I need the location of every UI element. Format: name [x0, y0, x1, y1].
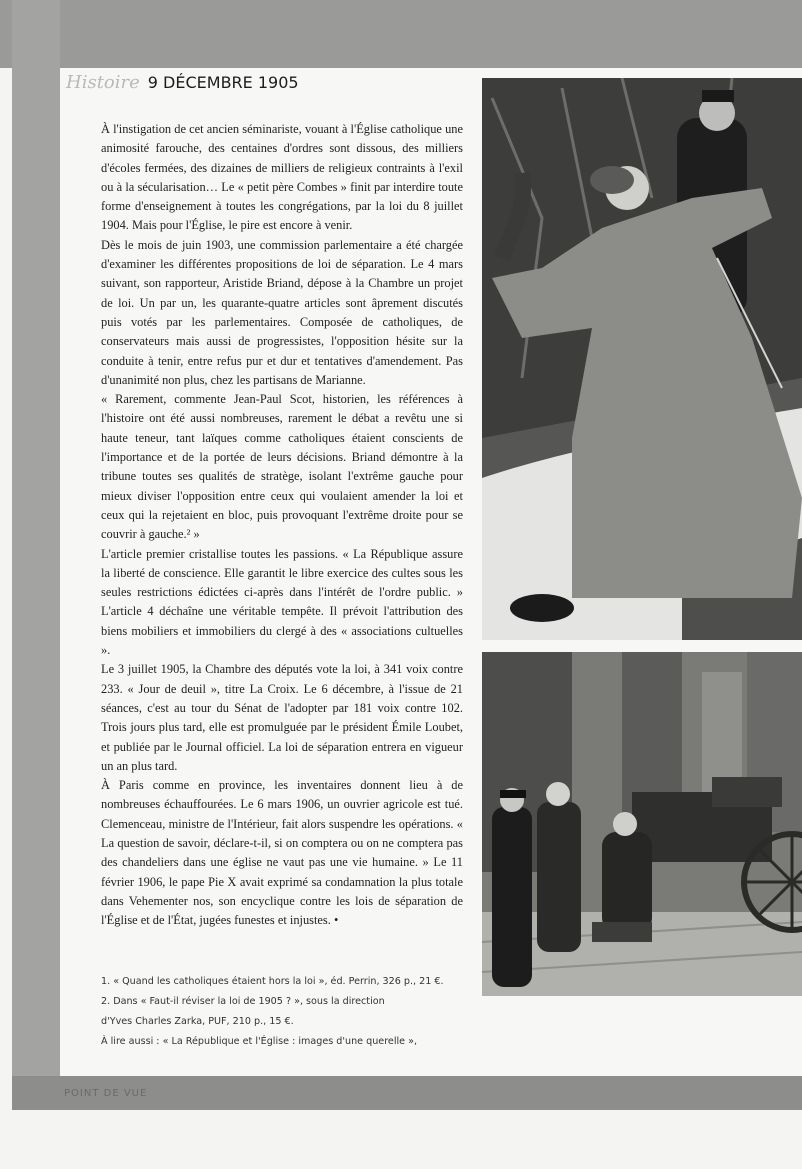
article-body — [101, 120, 463, 930]
section-rubric: Histoire — [66, 72, 140, 93]
left-gray-band — [12, 0, 60, 1110]
article-paragraph: Dès le mois de juin 1903, une commission parlementaire a été chargée d'examiner les différentes propositions de loi de séparation. Le 4 mars suivant, son rapporteur, Aristide Briand, dépose à la Chambre un projet de loi. Un par un, les quarante-quatre articles sont âprement discutés puis votés par les parlementaires. Composée de catholiques, de conservateurs mais aussi de progressistes, l'opposition hésite sur la conduite à tenir, entre refus pur et dur et tentatives d'amendement. Pas d'unanimité non plus, chez les partisans de Marianne. — [101, 237, 463, 387]
footnotes — [101, 972, 481, 1052]
footer-magazine-mark: POINT DE VUE — [64, 1088, 148, 1099]
header-date: 9 DÉCEMBRE 1905 — [147, 73, 299, 92]
article-paragraph: Le 3 juillet 1905, la Chambre des députés vote la loi, à 341 voix contre 233. « Jour de deuil », titre La Croix. Le 6 décembre, à l'issue de 21 séances, c'est au tour du Sénat de l'adopter par 181 voix contre 102. Trois jours plus tard, elle est promulguée par le président Émile Loubet, et publiée par le Journal officiel. La loi de séparation entrera en vigueur un an plus tard. — [101, 662, 463, 773]
article-paragraph: « Rarement, commente Jean-Paul Scot, historien, les références à l'histoire ont été aussi nombreuses, rarement le débat a revêtu une si haute teneur, tant laïques comme catholiques étaient conscients de l'importance et de la portée de leurs décisions. Briand démontre à la tribune toutes ses qualités de stratège, isolant l'extrême gauche pour mieux diviser l'opposition entre ceux qui voulaient amender la loi et ceux qui la rejetaient en bloc, puis provoquant l'extrême droite pour se couvrir à gauche.² » — [101, 392, 463, 542]
page-header — [66, 72, 299, 93]
footnote: 2. Dans « Faut-il réviser la loi de 1905 ? », sous la direction — [101, 996, 385, 1007]
footnote: À lire aussi : « La République et l'Église : images d'une querelle », — [101, 1036, 418, 1047]
article-paragraph: À l'instigation de cet ancien séminariste, vouant à l'Église catholique une animosité farouche, des centaines d'ordres sont dissous, des milliers d'écoles fermées, des dizaines de milliers de religieux contraints à l'exil ou à la sécularisation… Le « petit père Combes » finit par interdire toute forme d'enseignement à toutes les congrégations, par la loi du 8 juillet 1904. Mais pour l'Église, le pire est encore à venir. — [101, 122, 463, 233]
article-paragraph: L'article premier cristallise toutes les passions. « La République assure la liberté de conscience. Elle garantit le libre exercice des cultes sous les seules restrictions édictées ci-après dans l'intérêt de l'ordre public. » L'article 4 déchaîne une véritable tempête. Il prévoit l'attribution des biens mobiliers et immobiliers du clergé à des « associations cultuelles ». — [101, 546, 463, 658]
footnote: 1. « Quand les catholiques étaient hors la loi », éd. Perrin, 326 p., 21 €. — [101, 976, 444, 987]
photo-women-on-cart — [482, 652, 802, 996]
article-paragraph: À Paris comme en province, les inventaires donnent lieu à de nombreuses échauffourées. Le 6 mars 1906, un ouvrier agricole est tué. Clemenceau, ministre de l'Intérieur, fait alors suspendre les opérations. « La question de savoir, déclare-t-il, si on comptera ou on ne comptera pas des chandeliers dans une église ne vaut pas une vie humaine. » Le 11 février 1906, le pape Pie X avait exprimé sa condamnation la plus totale dans Vehementer nos, son encyclique contre les lois de séparation de l'Église et de l'État, jugées funestes et injustes. • — [101, 778, 463, 928]
photo-illustration-2 — [482, 652, 802, 996]
photo-woman-and-man — [482, 78, 802, 640]
photo-illustration-1 — [482, 78, 802, 640]
top-gray-band — [0, 0, 802, 68]
footnote: d'Yves Charles Zarka, PUF, 210 p., 15 €. — [101, 1016, 294, 1027]
